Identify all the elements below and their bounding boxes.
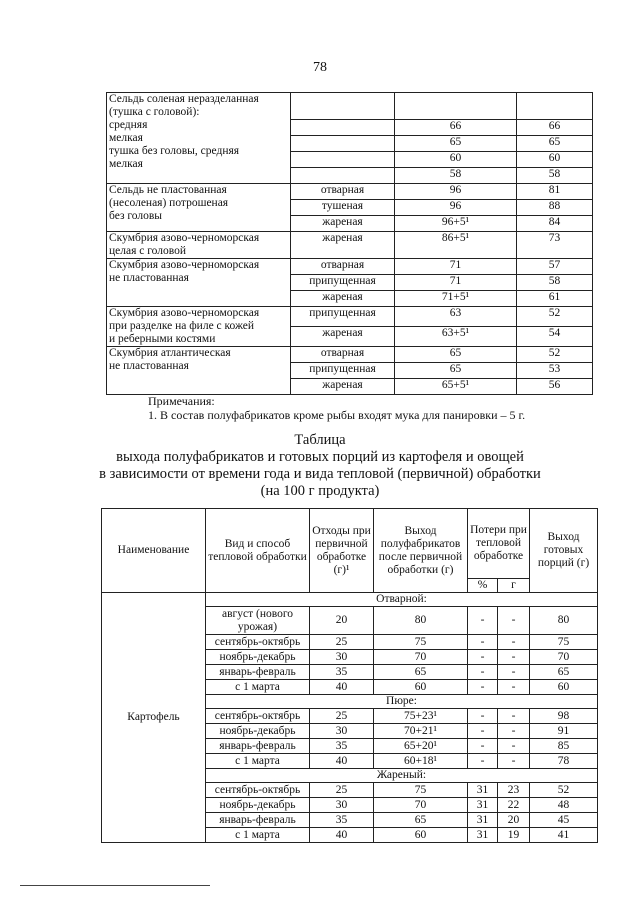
pct-cell: - (468, 754, 498, 769)
header-loss: Потери при тепловой обработке (468, 509, 530, 579)
fish-name-cell (107, 232, 291, 259)
period-cell: сентябрь-октябрь (206, 709, 310, 724)
semi-cell: 60+18¹ (374, 754, 468, 769)
waste-cell: 25 (310, 709, 374, 724)
table-title (0, 432, 640, 500)
ready-yield-cell: 58 (517, 168, 593, 184)
g-cell: 22 (498, 798, 530, 813)
notes (148, 394, 525, 422)
fish-name-line: Скумбрия атлантическая (109, 347, 231, 359)
semi-cell: 60 (374, 680, 468, 695)
pct-cell: - (468, 709, 498, 724)
semi-yield-cell: 71+5¹ (395, 291, 517, 307)
pct-cell: 31 (468, 783, 498, 798)
g-cell: - (498, 754, 530, 769)
header-waste: Отходы при первичной обработке (г)¹ (310, 509, 374, 593)
semi-yield-cell: 65 (395, 347, 517, 363)
ready-yield-cell: 61 (517, 291, 593, 307)
section-label: Пюре: (206, 695, 598, 709)
semi-yield-cell: 65 (395, 136, 517, 152)
semi-cell: 75 (374, 635, 468, 650)
g-cell: - (498, 724, 530, 739)
ready-cell: 85 (530, 739, 598, 754)
waste-cell: 30 (310, 724, 374, 739)
period-cell: сентябрь-октябрь (206, 783, 310, 798)
method-cell: жареная (291, 327, 395, 347)
ready-yield-cell: 65 (517, 136, 593, 152)
waste-cell: 35 (310, 739, 374, 754)
period-cell: ноябрь-декабрь (206, 650, 310, 665)
g-cell: - (498, 635, 530, 650)
semi-cell: 65 (374, 665, 468, 680)
g-cell: - (498, 739, 530, 754)
period-cell: с 1 марта (206, 754, 310, 769)
g-cell: - (498, 680, 530, 695)
waste-cell: 35 (310, 665, 374, 680)
period-cell: январь-февраль (206, 739, 310, 754)
notes-heading: Примечания: (148, 394, 215, 408)
semi-cell: 70 (374, 650, 468, 665)
ready-cell: 52 (530, 783, 598, 798)
ready-yield-cell: 73 (517, 232, 593, 259)
ready-cell: 91 (530, 724, 598, 739)
g-cell: 19 (498, 828, 530, 843)
period-cell: с 1 марта (206, 680, 310, 695)
waste-cell: 30 (310, 798, 374, 813)
fish-name-cell (107, 347, 291, 395)
waste-cell: 35 (310, 813, 374, 828)
ready-yield-cell: 84 (517, 216, 593, 232)
waste-cell: 40 (310, 828, 374, 843)
g-cell: 23 (498, 783, 530, 798)
ready-yield-cell: 52 (517, 307, 593, 327)
footnote-divider (20, 885, 210, 886)
ready-cell: 41 (530, 828, 598, 843)
method-cell: припущенная (291, 363, 395, 379)
pct-cell: - (468, 739, 498, 754)
title-line: в зависимости от времени года и вида тепловой (первичной) обработки (99, 466, 541, 482)
section-label: Жареный: (206, 769, 598, 783)
period-cell: сентябрь-октябрь (206, 635, 310, 650)
pct-cell: - (468, 724, 498, 739)
section-row (102, 593, 598, 607)
ready-yield-cell: 56 (517, 379, 593, 395)
header-loss-g: г (498, 579, 530, 593)
semi-cell: 75 (374, 783, 468, 798)
pct-cell: - (468, 635, 498, 650)
period-cell: ноябрь-декабрь (206, 724, 310, 739)
fish-name-line: мелкая (109, 158, 143, 170)
ready-cell: 80 (530, 607, 598, 635)
page-number: 78 (313, 60, 327, 75)
fish-yield-table (106, 92, 593, 395)
fish-name-line: тушка без головы, средняя (109, 145, 240, 157)
fish-name-cell (107, 184, 291, 232)
method-cell: припущенная (291, 307, 395, 327)
semi-yield-cell: 58 (395, 168, 517, 184)
semi-cell: 65 (374, 813, 468, 828)
ready-cell: 98 (530, 709, 598, 724)
waste-cell: 20 (310, 607, 374, 635)
semi-yield-cell: 86+5¹ (395, 232, 517, 259)
ready-yield-cell: 57 (517, 259, 593, 275)
ready-cell: 65 (530, 665, 598, 680)
ready-cell: 75 (530, 635, 598, 650)
waste-cell: 25 (310, 783, 374, 798)
method-cell: отварная (291, 347, 395, 363)
fish-name-line: Скумбрия азово-черноморская (109, 307, 260, 319)
method-cell (291, 152, 395, 168)
table-row (107, 93, 593, 120)
ready-yield-cell: 88 (517, 200, 593, 216)
period-cell: август (нового урожая) (206, 607, 310, 635)
header-ready: Выход готовых порций (г) (530, 509, 598, 593)
fish-name-line: Сельдь не пластованная (109, 184, 227, 196)
period-cell: ноябрь-декабрь (206, 798, 310, 813)
title-line: Таблица (294, 432, 346, 448)
semi-yield-cell: 96+5¹ (395, 216, 517, 232)
semi-cell: 70+21¹ (374, 724, 468, 739)
ready-yield-cell: 66 (517, 120, 593, 136)
fish-name-line: Скумбрия азово-черноморская (109, 259, 260, 271)
fish-name-cell (107, 93, 291, 184)
ready-yield-cell: 81 (517, 184, 593, 200)
header-semi: Выход полуфабрикатов после первичной обработки (г) (374, 509, 468, 593)
g-cell: - (498, 607, 530, 635)
ready-cell: 78 (530, 754, 598, 769)
ready-yield-cell: 60 (517, 152, 593, 168)
fish-name-line: средняя (109, 119, 148, 131)
method-cell: тушеная (291, 200, 395, 216)
fish-name-line: Скумбрия азово-черноморская (109, 232, 260, 244)
semi-cell: 75+23¹ (374, 709, 468, 724)
ready-yield-cell (517, 93, 593, 120)
semi-yield-cell: 66 (395, 120, 517, 136)
fish-name-cell (107, 259, 291, 307)
waste-cell: 40 (310, 754, 374, 769)
fish-name-line: и реберными костями (109, 333, 216, 345)
table-row (107, 232, 593, 259)
table-row (107, 184, 593, 200)
period-cell: январь-февраль (206, 813, 310, 828)
semi-yield-cell: 65 (395, 363, 517, 379)
ready-yield-cell: 52 (517, 347, 593, 363)
ready-cell: 45 (530, 813, 598, 828)
fish-name-line: (тушка с головой): (109, 106, 200, 118)
semi-yield-cell: 71 (395, 259, 517, 275)
semi-cell: 65+20¹ (374, 739, 468, 754)
method-cell: отварная (291, 184, 395, 200)
pct-cell: - (468, 680, 498, 695)
method-cell: отварная (291, 259, 395, 275)
pct-cell: 31 (468, 798, 498, 813)
title-line: (на 100 г продукта) (260, 483, 380, 499)
method-cell (291, 168, 395, 184)
header-loss-pct: % (468, 579, 498, 593)
ready-cell: 48 (530, 798, 598, 813)
waste-cell: 25 (310, 635, 374, 650)
method-cell (291, 136, 395, 152)
fish-name-line: не пластованная (109, 272, 189, 284)
g-cell: - (498, 665, 530, 680)
ready-cell: 70 (530, 650, 598, 665)
ready-yield-cell: 58 (517, 275, 593, 291)
pct-cell: 31 (468, 813, 498, 828)
ready-yield-cell: 54 (517, 327, 593, 347)
semi-yield-cell: 96 (395, 184, 517, 200)
fish-name-line: без головы (109, 210, 163, 222)
table-row (107, 307, 593, 327)
semi-yield-cell: 63+5¹ (395, 327, 517, 347)
semi-yield-cell: 60 (395, 152, 517, 168)
product-name-cell: Картофель (102, 593, 206, 843)
method-cell: жареная (291, 232, 395, 259)
header-method: Вид и способ тепловой обработки (206, 509, 310, 593)
pct-cell: - (468, 665, 498, 680)
method-cell: жареная (291, 216, 395, 232)
g-cell: 20 (498, 813, 530, 828)
table-row (107, 259, 593, 275)
period-cell: с 1 марта (206, 828, 310, 843)
pct-cell: - (468, 607, 498, 635)
method-cell: жареная (291, 379, 395, 395)
table-row (107, 347, 593, 363)
title-line: выхода полуфабрикатов и готовых порций из картофеля и овощей (116, 449, 524, 465)
pct-cell: 31 (468, 828, 498, 843)
semi-cell: 60 (374, 828, 468, 843)
note-item: 1. В состав полуфабрикатов кроме рыбы входят мука для панировки – 5 г. (148, 408, 526, 422)
fish-name-line: Сельдь соленая неразделанная (109, 93, 259, 105)
waste-cell: 40 (310, 680, 374, 695)
fish-name-cell (107, 307, 291, 347)
ready-yield-cell: 53 (517, 363, 593, 379)
semi-cell: 70 (374, 798, 468, 813)
g-cell: - (498, 709, 530, 724)
semi-yield-cell: 96 (395, 200, 517, 216)
header-name: Наименование (102, 509, 206, 593)
g-cell: - (498, 650, 530, 665)
method-cell: жареная (291, 291, 395, 307)
section-label: Отварной: (206, 593, 598, 607)
method-cell (291, 93, 395, 120)
potato-yield-table (101, 508, 598, 843)
fish-name-line: (несоленая) потрошеная (109, 197, 229, 209)
semi-yield-cell: 63 (395, 307, 517, 327)
fish-name-line: целая с головой (109, 245, 187, 257)
semi-yield-cell (395, 93, 517, 120)
semi-yield-cell: 65+5¹ (395, 379, 517, 395)
method-cell (291, 120, 395, 136)
semi-cell: 80 (374, 607, 468, 635)
fish-name-line: не пластованная (109, 360, 189, 372)
ready-cell: 60 (530, 680, 598, 695)
fish-name-line: при разделке на филе с кожей (109, 320, 255, 332)
method-cell: припущенная (291, 275, 395, 291)
semi-yield-cell: 71 (395, 275, 517, 291)
pct-cell: - (468, 650, 498, 665)
period-cell: январь-февраль (206, 665, 310, 680)
fish-name-line: мелкая (109, 132, 143, 144)
waste-cell: 30 (310, 650, 374, 665)
